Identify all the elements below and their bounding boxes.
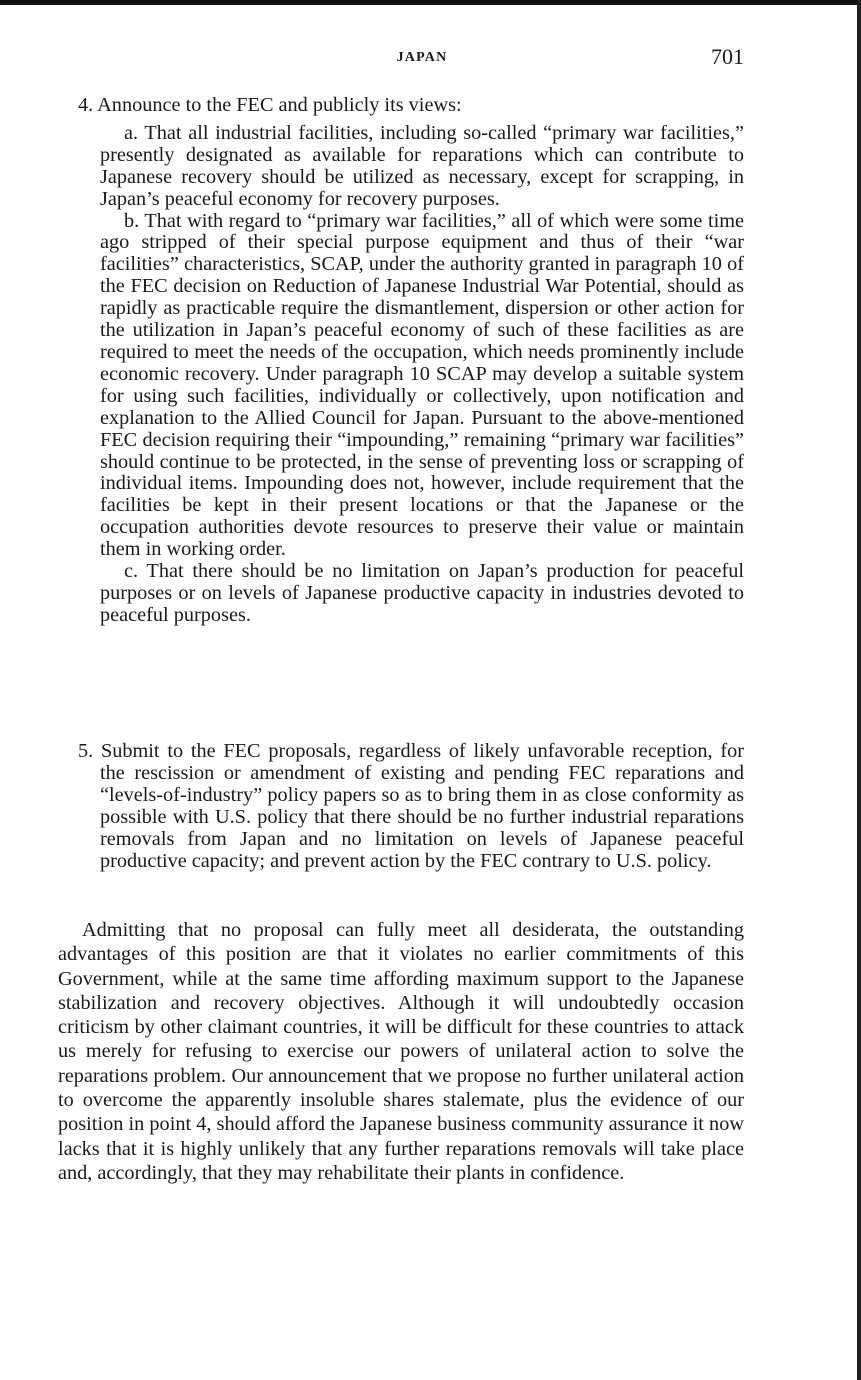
page-number: 701 <box>711 44 744 69</box>
page-header <box>100 44 744 74</box>
item-5 <box>78 741 744 872</box>
item-4-lead: 4. Announce to the FEC and publicly its views: <box>78 94 462 116</box>
item-4 <box>78 95 744 627</box>
item-4-sub-a: a. That all industrial facilities, including so-called “primary war facilities,” presently designated as available for reparations which can contribute to Japanese recovery should be utilized as necessary, except for scrapping, in Japan’s peaceful economy for recovery purposes. <box>100 121 744 210</box>
item-5-text: 5. Submit to the FEC proposals, regardless of likely unfavorable reception, for the rescission or amendment of existing and pending FEC reparations and “levels-of-industry” policy papers so as to bring them in as close conformity as possible with U.S. policy that there should be no further industrial reparations removals from Japan and no limitation on levels of Japanese peaceful productive capacity; and prevent action by the FEC contrary to U.S. policy. <box>78 740 744 872</box>
item-4-sub-c: c. That there should be no limitation on Japan’s production for peaceful purposes or on levels of Japanese productive capacity in industries devoted to peaceful purposes. <box>100 560 744 626</box>
right-border <box>857 0 861 1380</box>
item-4-sub-b: b. That with regard to “primary war facilities,” all of which were some time ago stripped of their special purpose equipment and thus of their “war facilities” characteristics, SCAP, under the authority granted in paragraph 10 of the FEC decision on Reduction of Japanese Industrial War Potential, should as rapidly as practicable require the dismantlement, dispersion or other action for the utilization in Japan’s peaceful economy of such of these facilities as are required to meet the needs of the occupation, which needs prominently include economic recovery. Under paragraph 10 SCAP may develop a suitable system for using such facilities, individually or collectively, upon notification and explanation to the Allied Council for Japan. Pursuant to the above-mentioned FEC decision requiring their “impounding,” remaining “primary war facilities” should continue to be protected, in the sense of preventing loss or scrapping of individual items. Impounding does not, however, include requirement that the facilities be kept in their present locations or that the Japanese or the occupation authorities devote resources to preserve their value or maintain them in working order. <box>100 209 744 561</box>
running-head: JAPAN <box>396 50 448 65</box>
top-border <box>0 0 861 5</box>
closing-paragraph: Admitting that no proposal can fully meet all desiderata, the outstanding advantages of this position are that it violates no earlier commitments of this Government, while at the same time affording maximum support to the Japanese stabilization and recovery objectives. Although it will undoubtedly occasion criticism by other claimant countries, it will be difficult for these countries to attack us merely for refusing to exercise our powers of unilateral action to solve the reparations problem. Our announcement that we propose no further unilateral action to overcome the apparently insoluble shares stalemate, plus the evidence of our position in point 4, should afford the Japanese business community assurance it now lacks that it is highly unlikely that any further reparations removals will take place and, accordingly, that they may rehabilitate their plants in confidence. <box>58 919 744 1184</box>
